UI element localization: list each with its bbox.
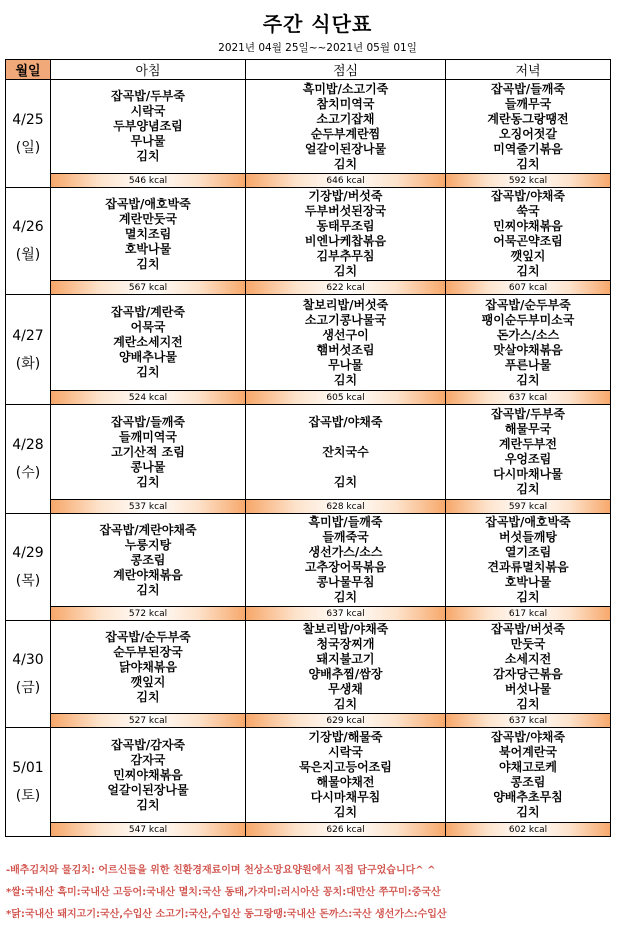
menu-item: 김치 xyxy=(136,797,160,812)
menu-item: 들깨미역국 xyxy=(119,429,177,444)
dinner-cell xyxy=(446,188,611,281)
menu-item: 순두부계란찜 xyxy=(310,126,381,141)
menu-item: 잡곡밥/애호박죽 xyxy=(485,515,571,529)
dinner-cell xyxy=(446,295,611,391)
kcal-row xyxy=(6,714,611,728)
menu-item: 김치 xyxy=(516,156,540,171)
breakfast-kcal: 524 kcal xyxy=(51,391,246,405)
menu-item: 양배추나물 xyxy=(119,350,177,364)
breakfast-kcal: 567 kcal xyxy=(51,281,246,295)
menu-item: 계란만둣국 xyxy=(119,211,177,226)
menu-item: 무나물 xyxy=(328,357,363,372)
day-date: 5/01 xyxy=(12,760,44,776)
menu-item: 호박나물 xyxy=(124,241,172,256)
menu-period: 2021년 04월 25일~~2021년 05월 01일 xyxy=(218,42,417,54)
dinner-kcal: 637 kcal xyxy=(446,714,611,728)
menu-item: 햄버섯조림 xyxy=(316,342,375,357)
menu-item: 쑥국 xyxy=(516,204,540,218)
day-cell xyxy=(6,728,51,837)
menu-item: 해물무국 xyxy=(504,422,552,436)
dinner-kcal: 597 kcal xyxy=(446,500,611,514)
menu-item: 감자당근볶음 xyxy=(493,667,563,681)
menu-item: 잡곡밥/들깨죽 xyxy=(491,81,565,96)
day-date: 4/30 xyxy=(12,652,44,668)
notes-section xyxy=(6,860,608,926)
menu-item: 흑미밥/들깨죽 xyxy=(308,515,383,529)
menu-item: 계란야채볶음 xyxy=(113,567,183,582)
lunch-kcal: 629 kcal xyxy=(246,714,446,728)
menu-item: 생선구이 xyxy=(322,327,369,342)
menu-item: 김치 xyxy=(516,482,540,496)
menu-item: 만둣국 xyxy=(510,637,546,651)
kcal-row xyxy=(6,500,611,514)
weekly-menu-table xyxy=(5,59,611,837)
day-row xyxy=(6,188,611,281)
day-date: 4/28 xyxy=(12,437,44,453)
menu-item: 잡곡밥/순두부죽 xyxy=(105,629,191,644)
day-weekday: (수) xyxy=(15,465,41,481)
menu-item: 무생채 xyxy=(328,682,363,696)
breakfast-cell xyxy=(51,295,246,391)
menu-item: 계란소세지전 xyxy=(113,335,183,349)
menu-item: 양배추초무침 xyxy=(493,790,563,804)
dinner-cell xyxy=(446,514,611,607)
menu-item: 민찌야채볶음 xyxy=(493,219,563,233)
menu-item: 잡곡밥/두부죽 xyxy=(491,407,565,421)
dinner-cell xyxy=(446,80,611,174)
dinner-kcal: 637 kcal xyxy=(446,391,611,405)
menu-item: 김치 xyxy=(333,156,358,171)
kcal-row xyxy=(6,607,611,621)
menu-item: 돈가스/소스 xyxy=(496,327,560,342)
kcal-row xyxy=(6,391,611,405)
menu-item: 잡곡밥/계란죽 xyxy=(111,305,185,319)
breakfast-kcal: 537 kcal xyxy=(51,500,246,514)
menu-item: 김치 xyxy=(136,689,160,704)
menu-item: 견과류멸치볶음 xyxy=(487,560,569,574)
day-row xyxy=(6,295,611,391)
menu-item: 돼지불고기 xyxy=(316,652,375,666)
day-cell xyxy=(6,514,51,621)
breakfast-cell xyxy=(51,621,246,714)
menu-item: 김치 xyxy=(333,474,358,489)
breakfast-kcal: 572 kcal xyxy=(51,607,246,621)
breakfast-cell xyxy=(51,405,246,500)
menu-item: 순두부된장국 xyxy=(113,644,183,659)
menu-item: 잡곡밥/야채죽 xyxy=(491,189,565,203)
menu-item: 깻잎지 xyxy=(130,674,166,689)
breakfast-kcal: 546 kcal xyxy=(51,174,246,188)
day-cell xyxy=(6,295,51,405)
menu-item: 시락국 xyxy=(130,104,166,118)
lunch-kcal: 646 kcal xyxy=(246,174,446,188)
lunch-cell xyxy=(246,621,446,714)
menu-item: 얼갈이된장나물 xyxy=(107,782,189,797)
day-row xyxy=(6,621,611,714)
note-origin-2: *닭:국내산 돼지고기:국산,수입산 소고기:국산,수입산 동그랑땡:국내산 돈까스:국산 생선가스:수입산 xyxy=(6,909,447,920)
header-breakfast: 아침 xyxy=(51,60,246,80)
menu-item: 김치 xyxy=(136,365,160,379)
menu-item: 두부버섯된장국 xyxy=(304,204,387,218)
day-cell xyxy=(6,621,51,728)
menu-item: 들깨죽국 xyxy=(322,530,369,544)
day-weekday: (토) xyxy=(15,788,41,804)
menu-item: 청국장찌개 xyxy=(316,637,375,651)
menu-item: 흑미밥/소고기죽 xyxy=(302,81,389,96)
menu-item: 북어계란국 xyxy=(499,745,557,759)
menu-item: 잡곡밥/계란야채죽 xyxy=(99,522,197,537)
day-date: 4/27 xyxy=(12,327,44,344)
kcal-row xyxy=(6,174,611,188)
menu-item: 닭야채볶음 xyxy=(119,659,177,674)
lunch-kcal: 626 kcal xyxy=(246,823,446,837)
menu-item: 잡곡밥/두부죽 xyxy=(111,89,185,103)
menu-item: 잡곡밥/들깨죽 xyxy=(111,414,185,429)
menu-item: 기장밥/해물죽 xyxy=(308,730,383,744)
menu-item: 김부추무침 xyxy=(316,249,375,263)
dinner-kcal: 617 kcal xyxy=(446,607,611,621)
day-row xyxy=(6,728,611,823)
menu-item: 잡곡밥/감자죽 xyxy=(111,737,185,752)
menu-body xyxy=(6,80,611,837)
menu-item: 콩나물 xyxy=(130,459,166,474)
menu-item: 찰보리밥/버섯죽 xyxy=(302,297,389,312)
menu-item: 김치 xyxy=(333,697,358,711)
menu-item: 다시마채나물 xyxy=(493,467,563,481)
breakfast-kcal: 527 kcal xyxy=(51,714,246,728)
menu-item: 깻잎지 xyxy=(510,249,546,263)
menu-item: 들깨무국 xyxy=(504,96,552,111)
day-weekday: (일) xyxy=(15,139,41,156)
menu-item: 김치 xyxy=(136,256,160,271)
lunch-kcal: 637 kcal xyxy=(246,607,446,621)
day-cell xyxy=(6,188,51,295)
table-header-row xyxy=(6,60,611,80)
lunch-cell xyxy=(246,405,446,500)
menu-item: 김치 xyxy=(136,149,160,163)
header-lunch: 점심 xyxy=(246,60,446,80)
menu-item: 소고기잡채 xyxy=(316,111,375,126)
lunch-kcal: 628 kcal xyxy=(246,500,446,514)
dinner-kcal: 607 kcal xyxy=(446,281,611,295)
breakfast-cell xyxy=(51,728,246,823)
menu-item: 얼갈이된장나물 xyxy=(304,141,387,156)
note-origin-1: *쌀:국내산 흑미:국내산 고등어:국내산 멸치:국산 동태,가자미:러시아산 꽁치:대만산 쭈꾸미:중국산 xyxy=(6,887,441,898)
lunch-cell xyxy=(246,514,446,607)
day-row xyxy=(6,80,611,174)
menu-item: 김치 xyxy=(136,474,160,489)
menu-item: 양배추찜/쌈장 xyxy=(308,667,383,681)
header-dinner: 저녁 xyxy=(446,60,611,80)
menu-item: 멸치조림 xyxy=(124,226,172,241)
day-weekday: (화) xyxy=(15,355,41,372)
menu-item: 맛살야채볶음 xyxy=(493,342,563,357)
menu-item: 미역줄기볶음 xyxy=(493,141,563,156)
menu-item: 생선가스/소스 xyxy=(308,545,383,559)
menu-item: 김치 xyxy=(333,372,358,387)
menu-item: 민찌야채볶음 xyxy=(113,767,183,782)
breakfast-cell xyxy=(51,188,246,281)
menu-item: 찰보리밥/야채죽 xyxy=(302,622,389,636)
menu-item: 고기산적 조림 xyxy=(111,444,185,459)
dinner-kcal: 602 kcal xyxy=(446,823,611,837)
menu-item: 김치 xyxy=(516,697,540,711)
menu-item: 감자국 xyxy=(130,752,166,767)
menu-item: 소고기콩나물국 xyxy=(304,312,387,327)
page-title: 주간 식단표 xyxy=(262,12,373,36)
day-date: 4/26 xyxy=(12,219,44,235)
menu-item: 우엉조림 xyxy=(504,452,552,466)
dinner-kcal: 592 kcal xyxy=(446,174,611,188)
day-weekday: (월) xyxy=(15,247,41,263)
menu-item: 열기조림 xyxy=(504,545,552,559)
menu-item: 해물야채전 xyxy=(316,775,375,789)
menu-item: 어묵곤약조림 xyxy=(493,234,563,248)
kcal-row xyxy=(6,823,611,837)
menu-item: 팽이순두부미소국 xyxy=(481,312,575,327)
dinner-cell xyxy=(446,621,611,714)
menu-item: 호박나물 xyxy=(504,575,552,589)
day-cell xyxy=(6,80,51,188)
menu-item: 묵은지고등어조림 xyxy=(299,760,392,774)
menu-item: 두부양념조림 xyxy=(113,119,183,133)
day-row xyxy=(6,514,611,607)
menu-item: 어묵국 xyxy=(130,320,166,334)
breakfast-cell xyxy=(51,80,246,174)
breakfast-cell xyxy=(51,514,246,607)
day-cell xyxy=(6,405,51,514)
menu-item: 잔치국수 xyxy=(322,444,369,459)
menu-item: 잡곡밥/야채죽 xyxy=(491,730,565,744)
menu-item: 비엔나케찹볶음 xyxy=(304,234,387,248)
menu-item: 계란두부전 xyxy=(499,437,557,451)
day-weekday: (목) xyxy=(15,573,41,589)
header-day: 월일 xyxy=(6,60,51,80)
menu-item: 누룽지탕 xyxy=(124,537,172,552)
menu-item: 콩조림 xyxy=(510,775,546,789)
menu-item: 김치 xyxy=(516,590,540,604)
menu-item: 기장밥/버섯죽 xyxy=(308,189,383,203)
menu-item: 김치 xyxy=(516,805,540,819)
lunch-kcal: 622 kcal xyxy=(246,281,446,295)
day-weekday: (금) xyxy=(15,680,41,696)
menu-item: 잡곡밥/순두부죽 xyxy=(485,297,571,312)
menu-item: 잡곡밥/애호박죽 xyxy=(105,196,191,211)
menu-item: 김치 xyxy=(136,582,160,597)
lunch-cell xyxy=(246,728,446,823)
dinner-cell xyxy=(446,405,611,500)
menu-item: 김치 xyxy=(333,590,358,604)
menu-item: 버섯들깨탕 xyxy=(499,530,557,544)
day-date: 4/25 xyxy=(12,111,44,128)
note-kimchi: -배추김치와 물김치: 어르신들을 위한 친환경재료이며 천상소망요양원에서 직접 담구었습니다^ ^ xyxy=(6,865,436,876)
dinner-cell xyxy=(446,728,611,823)
menu-item: 잡곡밥/야채죽 xyxy=(308,414,383,429)
menu-item: 푸른나물 xyxy=(504,357,552,372)
menu-item: 소세지전 xyxy=(504,652,552,666)
menu-item: 김치 xyxy=(516,372,540,387)
menu-item: 김치 xyxy=(333,264,358,278)
menu-item: 다시마채무침 xyxy=(310,790,381,804)
menu-item: 무나물 xyxy=(130,134,166,148)
menu-item: 김치 xyxy=(516,264,540,278)
menu-item: 계란동그랑땡전 xyxy=(487,111,569,126)
menu-item: 콩나물무침 xyxy=(316,575,375,589)
menu-item: 잡곡밥/버섯죽 xyxy=(491,622,565,636)
lunch-kcal: 605 kcal xyxy=(246,391,446,405)
menu-item: 야채고로케 xyxy=(499,760,557,774)
lunch-cell xyxy=(246,295,446,391)
lunch-cell xyxy=(246,80,446,174)
menu-item: 김치 xyxy=(333,805,358,819)
menu-item: 오징어젓갈 xyxy=(499,126,557,141)
menu-item: 시락국 xyxy=(328,745,363,759)
menu-item: 참치미역국 xyxy=(316,96,375,111)
menu-item: 콩조림 xyxy=(130,552,166,567)
day-date: 4/29 xyxy=(12,545,44,561)
breakfast-kcal: 547 kcal xyxy=(51,823,246,837)
day-row xyxy=(6,405,611,500)
menu-item: 고추장어묵볶음 xyxy=(304,560,387,574)
kcal-row xyxy=(6,281,611,295)
menu-item: 동태무조림 xyxy=(316,219,375,233)
lunch-cell xyxy=(246,188,446,281)
menu-item: 버섯나물 xyxy=(504,682,552,696)
